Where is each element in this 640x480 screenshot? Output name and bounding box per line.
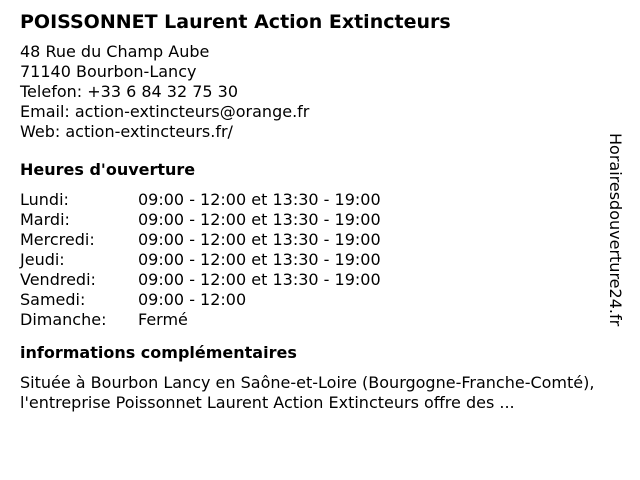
phone-line: Telefon: +33 6 84 32 75 30 [20, 82, 239, 101]
day-hours: Fermé [138, 310, 188, 329]
day-label: Samedi: [20, 290, 86, 309]
day-label: Vendredi: [20, 270, 96, 289]
hours-row-mercredi [20, 230, 381, 250]
site-watermark: Horairesdouverture24.fr [606, 133, 625, 327]
day-hours: 09:00 - 12:00 et 13:30 - 19:00 [138, 270, 381, 289]
business-card [20, 10, 610, 413]
business-description: Située à Bourbon Lancy en Saône-et-Loire (Bourgogne-Franche-Comté), l'entreprise Poissonnet Laurent Action Extincteurs offre des ... [20, 373, 595, 412]
business-name: POISSONNET Laurent Action Extincteurs [20, 11, 451, 33]
hours-row-jeudi [20, 250, 381, 270]
hours-row-mardi [20, 210, 381, 230]
day-label: Lundi: [20, 190, 69, 209]
street-address: 48 Rue du Champ Aube [20, 42, 210, 61]
opening-hours-heading: Heures d'ouverture [20, 160, 196, 179]
hours-row-dimanche [20, 310, 381, 330]
web-line: Web: action-extincteurs.fr/ [20, 122, 233, 141]
city-line: 71140 Bourbon-Lancy [20, 62, 197, 81]
email-line: Email: action-extincteurs@orange.fr [20, 102, 310, 121]
day-label: Jeudi: [20, 250, 65, 269]
day-hours: 09:00 - 12:00 et 13:30 - 19:00 [138, 250, 381, 269]
additional-info-heading: informations complémentaires [20, 343, 297, 362]
day-hours: 09:00 - 12:00 et 13:30 - 19:00 [138, 190, 381, 209]
day-hours: 09:00 - 12:00 et 13:30 - 19:00 [138, 210, 381, 229]
day-hours: 09:00 - 12:00 [138, 290, 247, 309]
day-label: Dimanche: [20, 310, 107, 329]
hours-row-samedi [20, 290, 381, 310]
hours-row-lundi [20, 190, 381, 210]
hours-row-vendredi [20, 270, 381, 290]
opening-hours-table [20, 190, 381, 330]
address-block [20, 42, 610, 142]
day-label: Mercredi: [20, 230, 95, 249]
day-label: Mardi: [20, 210, 70, 229]
day-hours: 09:00 - 12:00 et 13:30 - 19:00 [138, 230, 381, 249]
